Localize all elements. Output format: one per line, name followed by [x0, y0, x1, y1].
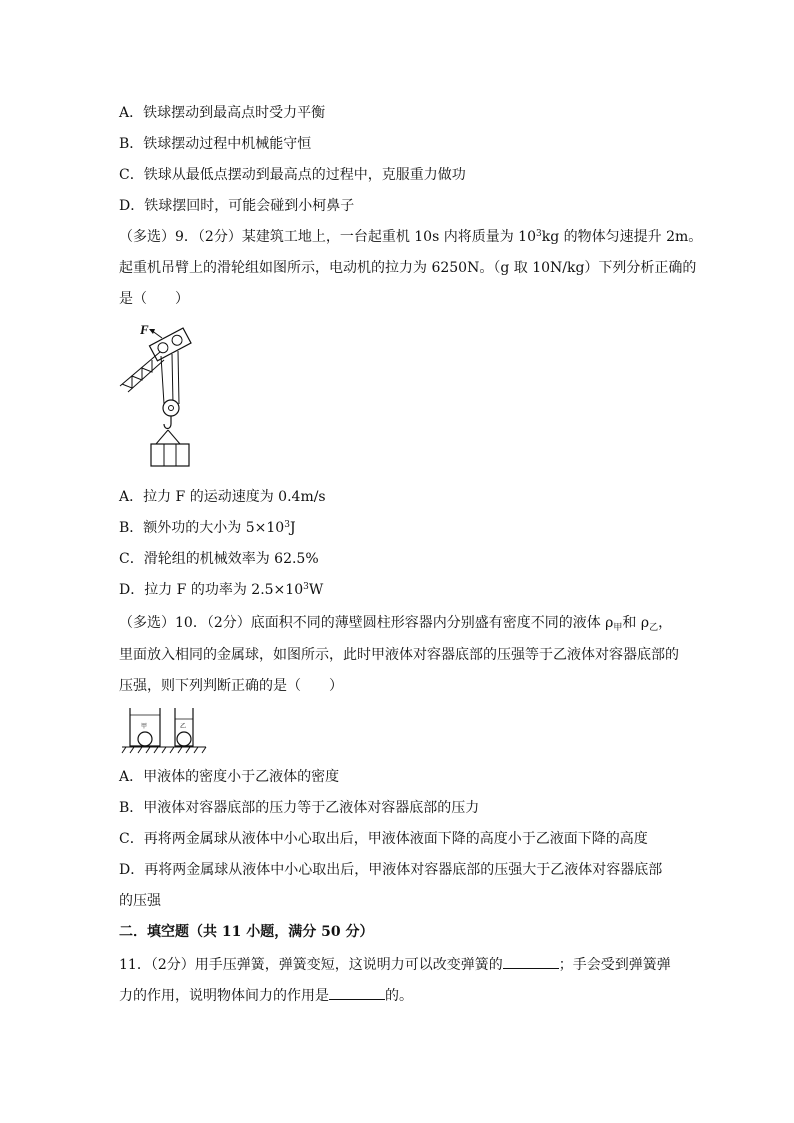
- q10-option-d-continued: 的压强: [119, 893, 161, 909]
- load-block: [151, 444, 189, 466]
- q11-line2: 力的作用，说明物体间力的作用是 的。: [119, 988, 413, 1004]
- q8-option-d: D．铁球摆回时，可能会碰到小柯鼻子: [119, 198, 355, 214]
- q9-option-a: A．拉力 F 的运动速度为 0.4m/s: [119, 489, 326, 505]
- container-yi-label: 乙: [180, 723, 187, 730]
- q10-option-b: B．甲液体对容器底部的压力等于乙液体对容器底部的压力: [119, 800, 480, 816]
- q11-line1: 11．（2分）用手压弹簧，弹簧变短，这说明力可以改变弹簧的 ；手会受到弹簧弹: [119, 957, 671, 973]
- q11-blank-1[interactable]: [503, 956, 559, 969]
- q10-containers-figure: [120, 704, 208, 756]
- q10-option-d: D．再将两金属球从液体中小心取出后，甲液体对容器底部的压强大于乙液体对容器底部: [119, 862, 663, 878]
- pulley-ropes: [161, 351, 179, 404]
- force-label-f: F: [140, 322, 149, 337]
- q10-option-c: C．再将两金属球从液体中小心取出后，甲液体液面下降的高度小于乙液面下降的高度: [119, 831, 648, 847]
- q10-option-a: A．甲液体的密度小于乙液体的密度: [119, 769, 340, 785]
- q10-stem-line1: （多选）10．（2分）底面积不同的薄壁圆柱形容器内分别盛有密度不同的液体 $\rho_甲$和 $\rho_乙$，: [119, 615, 673, 633]
- q9-stem-line1: （多选）9．（2分）某建筑工地上，一台起重机 10s 内将质量为 $10^3kg$ 的物体匀速提升 2m。: [119, 229, 703, 245]
- q10-stem-line3: 压强，则下列判断正确的是（ ）: [119, 678, 343, 694]
- section-heading-fill-blank: 二．填空题（共 11 小题，满分 50 分）: [119, 924, 374, 940]
- q8-option-b: B．铁球摆动过程中机械能守恒: [119, 136, 312, 152]
- q9-option-c: C．滑轮组的机械效率为 62.5%: [119, 551, 319, 567]
- q8-option-c: C．铁球从最低点摆动到最高点的过程中，克服重力做功: [119, 167, 466, 183]
- q9-pulley-figure: [118, 318, 200, 476]
- q9-option-d: D．拉力 F 的功率为 $2.5\times 10^3W$: [119, 582, 324, 598]
- movable-pulley: [163, 400, 179, 416]
- ground-line: [122, 747, 206, 753]
- q11-blank-2[interactable]: [329, 987, 385, 1000]
- hook: [164, 416, 171, 429]
- q9-option-b: B．额外功的大小为 $5\times 10^3J$: [119, 520, 296, 536]
- q8-option-a: A．铁球摆动到最高点时受力平衡: [119, 105, 326, 121]
- q10-stem-line2: 里面放入相同的金属球，如图所示，此时甲液体对容器底部的压强等于乙液体对容器底部的: [119, 647, 679, 663]
- q9-stem-line2: 起重机吊臂上的滑轮组如图所示，电动机的拉力为 6250N。（g 取 10N/kg）下列分析正确的: [119, 260, 697, 276]
- q9-stem-line3: 是（ ）: [119, 291, 189, 307]
- container-jia-label: 甲: [141, 723, 148, 730]
